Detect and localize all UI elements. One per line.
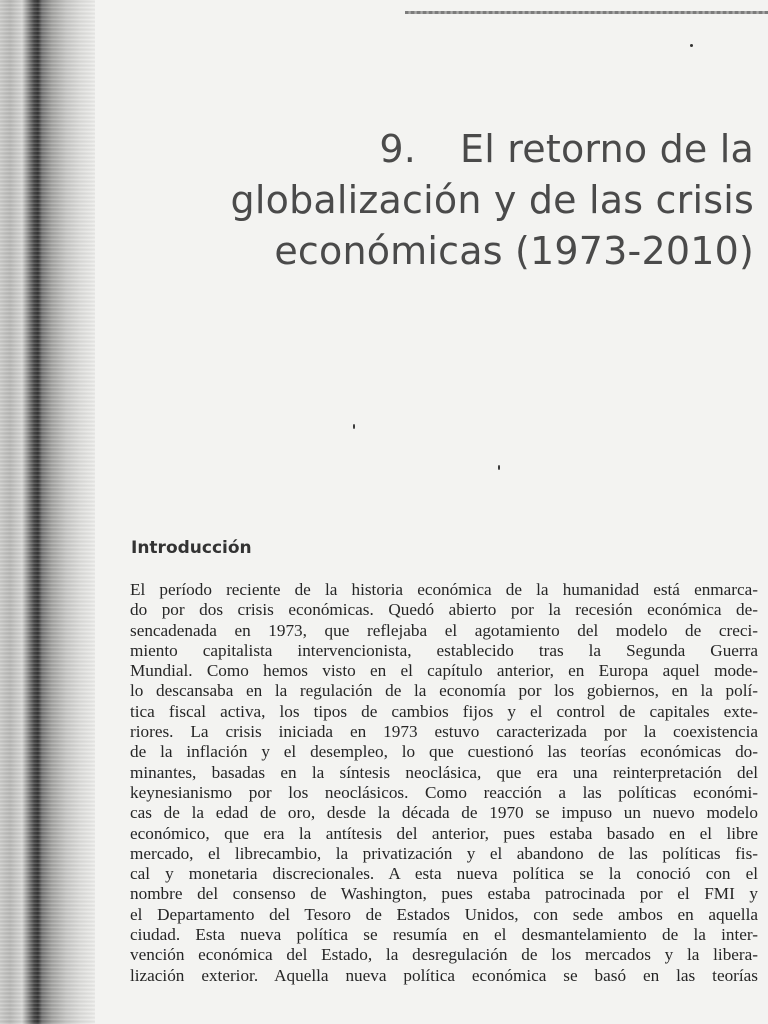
body-line: cal y monetaria discrecionales. A esta nueva política se la conoció con el [130,864,758,884]
section-heading: Introducción [131,538,252,558]
body-line: de la inflación y el desempleo, lo que cuestionó las teorías económicas do- [130,742,758,762]
body-line: cas de la edad de oro, desde la década de 1970 se impuso un nuevo modelo [130,803,758,823]
chapter-title-text-1: El retorno de la [460,127,754,171]
scan-speck [353,424,355,429]
body-paragraph [130,580,758,986]
chapter-title-line-1 [134,124,754,175]
body-line: lo descansaba en la regulación de la economía por los gobiernos, en la polí- [130,681,758,701]
body-line: Mundial. Como hemos visto en el capítulo anterior, en Europa aquel mode- [130,661,758,681]
body-line: vención económica del Estado, la desregulación de los mercados y la libera- [130,945,758,965]
body-line: El período reciente de la historia económica de la humanidad está enmarca- [130,580,758,599]
gutter-scan-noise [0,0,95,1024]
chapter-title-line-2: globalización y de las crisis [230,178,754,222]
body-line: ciudad. Esta nueva política se resumía en el desmantelamiento de la inter- [130,925,758,945]
body-line: tica fiscal activa, los tipos de cambios fijos y el control de capitales exte- [130,701,758,721]
body-line: keynesianismo por los neoclásicos. Como reacción a las políticas económi- [130,782,758,802]
body-line: miento capitalista intervencionista, establecido tras la Segunda Guerra [130,640,758,660]
top-rule [405,11,768,14]
body-line: económico, que era la antítesis del anterior, pues estaba basado en el libre [130,823,758,843]
body-line: sencadenada en 1973, que reflejaba el agotamiento del modelo de creci- [130,620,758,640]
body-line: nombre del consenso de Washington, pues estaba patrocinada por el FMI y [130,884,758,904]
scan-speck [690,44,693,47]
chapter-title [134,124,754,277]
body-line: minantes, basadas en la síntesis neoclásica, que era una reinterpretación del [130,762,758,782]
scan-speck [498,465,500,470]
chapter-number: 9. [379,127,417,171]
body-line: mercado, el librecambio, la privatización y el abandono de las políticas fis- [130,843,758,863]
body-line: el Departamento del Tesoro de Estados Unidos, con sede ambos en aquella [130,904,758,924]
body-line: do por dos crisis económicas. Quedó abierto por la recesión económica de- [130,600,758,620]
body-line: lización exterior. Aquella nueva política económica se basó en las teorías [130,965,758,985]
body-line: riores. La crisis iniciada en 1973 estuvo caracterizada por la coexistencia [130,722,758,742]
chapter-title-line-3: económicas (1973-2010) [274,229,754,273]
